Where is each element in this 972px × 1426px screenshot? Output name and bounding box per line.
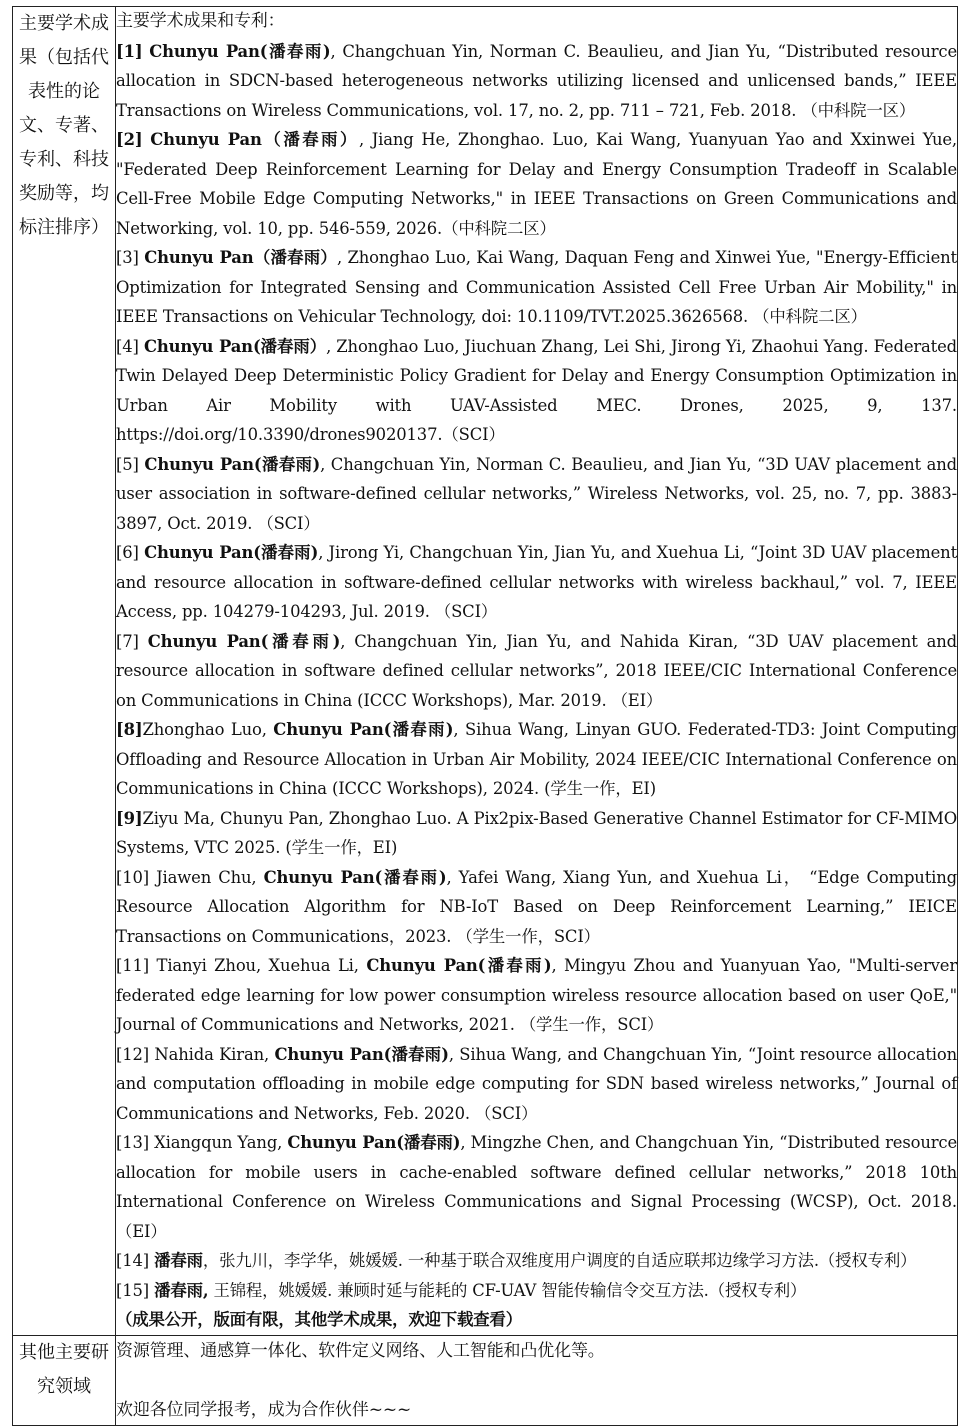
publication-text: , Zhonghao Luo, Jiuchuan Zhang, Lei Shi, Jirong Yi, Zhaohui Yang. Federated Twin Delayed Deep Deterministic Policy Gradient for Delay and Energy Consumption Optimization in Urban Air Mobility with UAV-Assisted MEC. Drones, 2025, 9, 137. https://doi.org/10.3390/drones9020137.（SCI） xyxy=(116,336,958,444)
publication-text: ，张九川，李学华，姚媛媛. 一种基于联合双维度用户调度的自适应联邦边缘学习方法.（授权专利） xyxy=(202,1251,917,1270)
publication-author: Chunyu Pan(潘春雨) xyxy=(144,543,319,562)
publication-prefix: Jiawen Chu, xyxy=(149,867,264,887)
publication-item xyxy=(116,863,957,952)
publication-number: [11] xyxy=(116,956,150,975)
publication-text: , Zhonghao Luo, Kai Wang, Daquan Feng and Xinwei Yue, "Energy-Efficient Optimization for Integrated Sensing and Communication Assisted Cell Free Urban Air Mobility," in IEEE Transactions on Vehicular Technology, doi: 10.1109/TVT.2025.3626568. （中科院二区） xyxy=(116,248,957,326)
publication-text: , Mingzhe Chen, and Changchuan Yin, “Distributed resource allocation for mobile users in cache-enabled software defined cellular networks,” 2018 10th International Conference on Wireless Communications and Signal Processing (WCSP), Oct. 2018. （EI） xyxy=(116,1133,958,1241)
publication-number: [8] xyxy=(116,720,143,739)
publication-number: [5] xyxy=(116,454,139,474)
publication-author: Chunyu Pan(潘春雨） xyxy=(143,336,327,356)
publication-text: 王锦程，姚媛媛. 兼顾时延与能耗的 CF-UAV 智能传输信令交互方法.（授权专利） xyxy=(208,1280,807,1300)
publication-text: , Changchuan Yin, Jian Yu, and Nahida Kiran, “3D UAV placement and resource allocation in software defined cellular networks”, 2018 IEEE/CIC International Conference on Communications in China (ICCC Workshops), Mar. 2019. （EI） xyxy=(116,631,958,710)
publication-author: Chunyu Pan(潘春雨) xyxy=(287,1133,461,1152)
publication-item xyxy=(116,1276,957,1306)
publication-author: 潘春雨, xyxy=(154,1280,209,1300)
publication-note: （成果公开，版面有限，其他学术成果，欢迎下载查看） xyxy=(116,1310,523,1329)
publication-author: Chunyu Pan(潘春雨) xyxy=(273,720,454,739)
publication-author: Chunyu Pan(潘春雨) xyxy=(144,454,321,474)
publication-number: [14] xyxy=(116,1251,150,1270)
publication-author: Chunyu Pan(潘春雨) xyxy=(366,956,552,975)
research-content-cell xyxy=(116,1335,958,1425)
publication-prefix: Xiangqun Yang, xyxy=(149,1133,288,1152)
publication-item xyxy=(116,1128,957,1246)
publication-item xyxy=(116,627,957,716)
invitation-text: 欢迎各位同学报考，成为合作伙伴~~~ xyxy=(116,1399,412,1420)
publication-author: 潘春雨 xyxy=(154,1251,203,1270)
publication-prefix: Nahida Kiran, xyxy=(149,1044,275,1064)
publication-item xyxy=(116,37,957,126)
publication-text: , Changchuan Yin, Norman C. Beaulieu, and Jian Yu, “3D UAV placement and user association in software-defined cellular networks,” Wireless Networks, vol. 25, no. 7, pp. 3883-3897, Oct. 2019. （SCI） xyxy=(116,454,957,533)
publication-author: Chunyu Pan（潘春雨） xyxy=(144,248,338,267)
publication-number: [12] xyxy=(116,1044,150,1064)
publication-text: , Jiang He, Zhonghao. Luo, Kai Wang, Yuanyuan Yao and Xxinwei Yue, "Federated Deep Reinforcement Learning for Delay and Energy Consumption Tradeoff in Scalable Cell-Free Mobile Edge Computing Networks," in IEEE Transactions on Green Communications and Networking, vol. 10, pp. 546-559, 2026.（中科院二区） xyxy=(116,130,957,238)
publication-prefix: Zhonghao Luo, xyxy=(142,720,274,739)
research-label-cell xyxy=(13,1335,116,1425)
publication-number: [10] xyxy=(116,867,150,887)
achievements-label: 主要学术成果（包括代表性的论文、专著、专利、科技奖励等，均标注排序） xyxy=(19,13,109,238)
publication-text: , Jirong Yi, Changchuan Yin, Jian Yu, and Xuehua Li, “Joint 3D UAV placement and resource allocation in software-defined cellular networks with wireless backhaul,” vol. 7, IEEE Access, pp. 104279-104293, Jul. 2019. （SCI） xyxy=(116,543,958,621)
achievements-row xyxy=(13,7,958,1336)
blank-line xyxy=(116,1366,957,1395)
publication-prefix: Tianyi Zhou, Xuehua Li, xyxy=(149,956,367,975)
achievements-label-cell xyxy=(13,7,116,1336)
publication-author: Chunyu Pan（潘春雨） xyxy=(150,130,359,149)
publication-author: Chunyu Pan(潘春雨) xyxy=(149,41,331,61)
publication-author: Chunyu Pan(潘春雨) xyxy=(147,631,341,651)
publication-item xyxy=(116,804,957,863)
publication-prefix: Ziyu Ma, Chunyu Pan, Zhonghao Luo. A Pix2pix-Based Generative Channel Estimator for CF-MIMO Systems, VTC 2025. (学生一作，EI) xyxy=(116,808,957,857)
publication-item xyxy=(116,125,957,243)
publication-author: Chunyu Pan(潘春雨) xyxy=(263,867,447,887)
publication-item xyxy=(116,332,957,450)
publication-text: , Sihua Wang, and Changchuan Yin, “Joint resource allocation and computation offloading in mobile edge computing for SDN based wireless networks,” Journal of Communications and Networks, Feb. 2020. （SCI） xyxy=(116,1044,958,1123)
publication-number: [3] xyxy=(116,248,139,267)
publication-text: , Mingyu Zhou and Yuanyuan Yao, "Multi-server federated edge learning for low power consumption wireless resource allocation based on user QoE," Journal of Communications and Networks, 2021. （学生一作，SCI） xyxy=(116,956,958,1034)
publication-number: [13] xyxy=(116,1133,150,1152)
publication-number: [1] xyxy=(116,41,143,61)
publication-item xyxy=(116,538,957,627)
achievements-heading: 主要学术成果和专利： xyxy=(116,11,285,31)
publication-item xyxy=(116,1246,957,1276)
publication-item xyxy=(116,951,957,1040)
info-table xyxy=(12,6,958,1426)
achievements-content-cell xyxy=(116,7,958,1336)
publication-number: [4] xyxy=(116,336,139,356)
publication-text: , Changchuan Yin, Norman C. Beaulieu, and Jian Yu, “Distributed resource allocation in SDCN-based heterogeneous networks utilizing licensed and unlicensed bands,” IEEE Transactions on Wireless Communications, vol. 17, no. 2, pp. 711 – 721, Feb. 2018. （中科院一区） xyxy=(116,41,958,120)
research-fields-text: 资源管理、通感算一体化、软件定义网络、人工智能和凸优化等。 xyxy=(116,1340,605,1361)
publication-list xyxy=(116,37,957,1306)
publication-author: Chunyu Pan(潘春雨) xyxy=(274,1044,449,1064)
publication-item xyxy=(116,715,957,804)
research-label: 其他主要研究领域 xyxy=(19,1341,109,1397)
publication-text: , Sihua Wang, Linyan GUO. Federated-TD3: Joint Computing Offloading and Resource Allocation in Urban Air Mobility, 2024 IEEE/CIC International Conference on Communications in China (ICCC Workshops), 2024. (学生一作，EI) xyxy=(116,720,958,798)
publication-number: [2] xyxy=(116,130,143,149)
publication-item xyxy=(116,243,957,332)
publication-item xyxy=(116,1040,957,1129)
publication-item xyxy=(116,450,957,539)
publication-number: [9] xyxy=(116,808,143,828)
research-row xyxy=(13,1335,958,1425)
publication-number: [6] xyxy=(116,543,139,562)
publication-number: [15] xyxy=(116,1280,150,1300)
publication-number: [7] xyxy=(116,631,139,651)
publication-text: , Yafei Wang, Xiang Yun, and Xuehua Li， “Edge Computing Resource Allocation Algorithm for NB-IoT Based on Deep Reinforcement Learning,” IEICE Transactions on Communications，2023. （学生一作，SCI） xyxy=(116,867,957,946)
